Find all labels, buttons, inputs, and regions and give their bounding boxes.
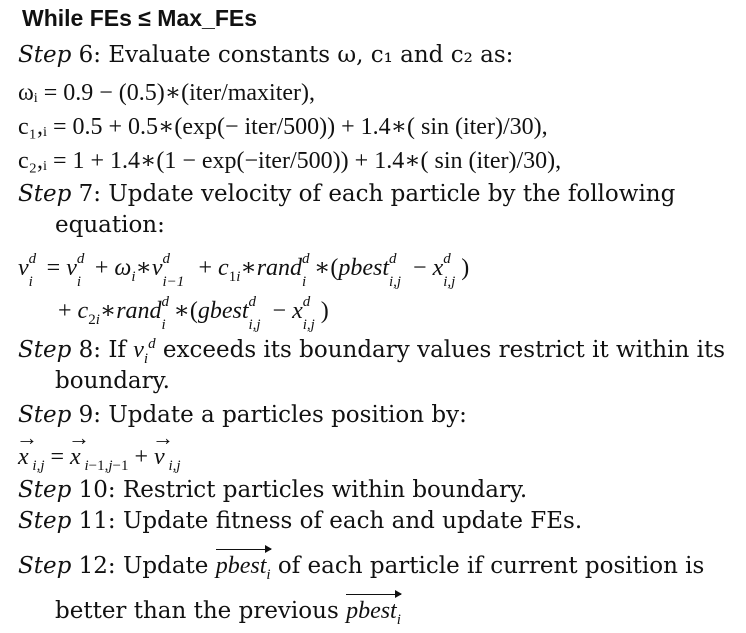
- step-7-continuation: equation:: [55, 212, 165, 238]
- step-12-text-b: of each particle if current position is: [270, 553, 705, 579]
- step-7-label: Step: [18, 181, 72, 207]
- loop-header: While FEs ≤ Max_FEs: [22, 5, 258, 31]
- step-11-line: [18, 507, 582, 535]
- step-9-text: 9: Update a particles position by:: [78, 402, 467, 428]
- step-7-line: [18, 180, 675, 208]
- step-11-label: Step: [18, 508, 72, 534]
- step-11-text: 11: Update fitness of each and update FEs.: [78, 508, 583, 534]
- step-6-text: 6: Evaluate constants ω, c₁ and c₂ as:: [78, 42, 514, 68]
- pbest-vector-1: pbest$_i$: [215, 553, 271, 583]
- step-6-line: [18, 41, 513, 69]
- step-10-label: Step: [18, 477, 72, 503]
- velocity-equation-line-1: v d i = v d i + $\omega_i∗v$ d i−1 + $c_{1i}∗rand$ d i ∗(pbest d i,j − x d i,j ): [18, 251, 470, 290]
- step-8-line: [18, 336, 726, 367]
- step-12-line: [18, 552, 705, 583]
- omega-equation: ωᵢ = 0.9 − (0.5)∗(iter/maxiter),: [18, 80, 316, 106]
- step-8-label: Step: [18, 337, 72, 363]
- c1-equation: c₁,ᵢ = 0.5 + 0.5∗(exp(− iter/500)) + 1.4∗( sin (iter)/30),: [18, 114, 548, 140]
- step-7-text: 7: Update velocity of each particle by the following: [78, 181, 676, 207]
- step-10-text: 10: Restrict particles within boundary.: [78, 477, 528, 503]
- step-12-continuation: [55, 597, 401, 628]
- velocity-equation-line-2: + $c_{2i}∗rand$ d i ∗(gbest d i,j − x d i,j ): [58, 294, 329, 333]
- step-8-continuation: boundary.: [55, 368, 170, 394]
- step-8-text-b: exceeds its boundary values restrict it within its: [155, 337, 726, 363]
- step-12-text-2: better than the previous: [55, 598, 347, 624]
- step-12-label: Step: [18, 553, 72, 579]
- position-equation: → x $_{i,j}$ = → x $_{i-1,j-1}$ + → v $_{i,j}$: [18, 443, 181, 471]
- step-6-label: Step: [18, 42, 72, 68]
- step-8-text-a: 8: If: [78, 337, 134, 363]
- step-9-label: Step: [18, 402, 72, 428]
- pbest-vector-2: pbest$_i$: [346, 598, 401, 628]
- step-10-line: [18, 476, 527, 504]
- c2-equation: c₂,ᵢ = 1 + 1.4∗(1 − exp(−iter/500)) + 1.4∗( sin (iter)/30),: [18, 148, 562, 174]
- step-8-velocity-symbol: $v_i^d$: [133, 336, 156, 367]
- step-12-text-a: 12: Update: [78, 553, 216, 579]
